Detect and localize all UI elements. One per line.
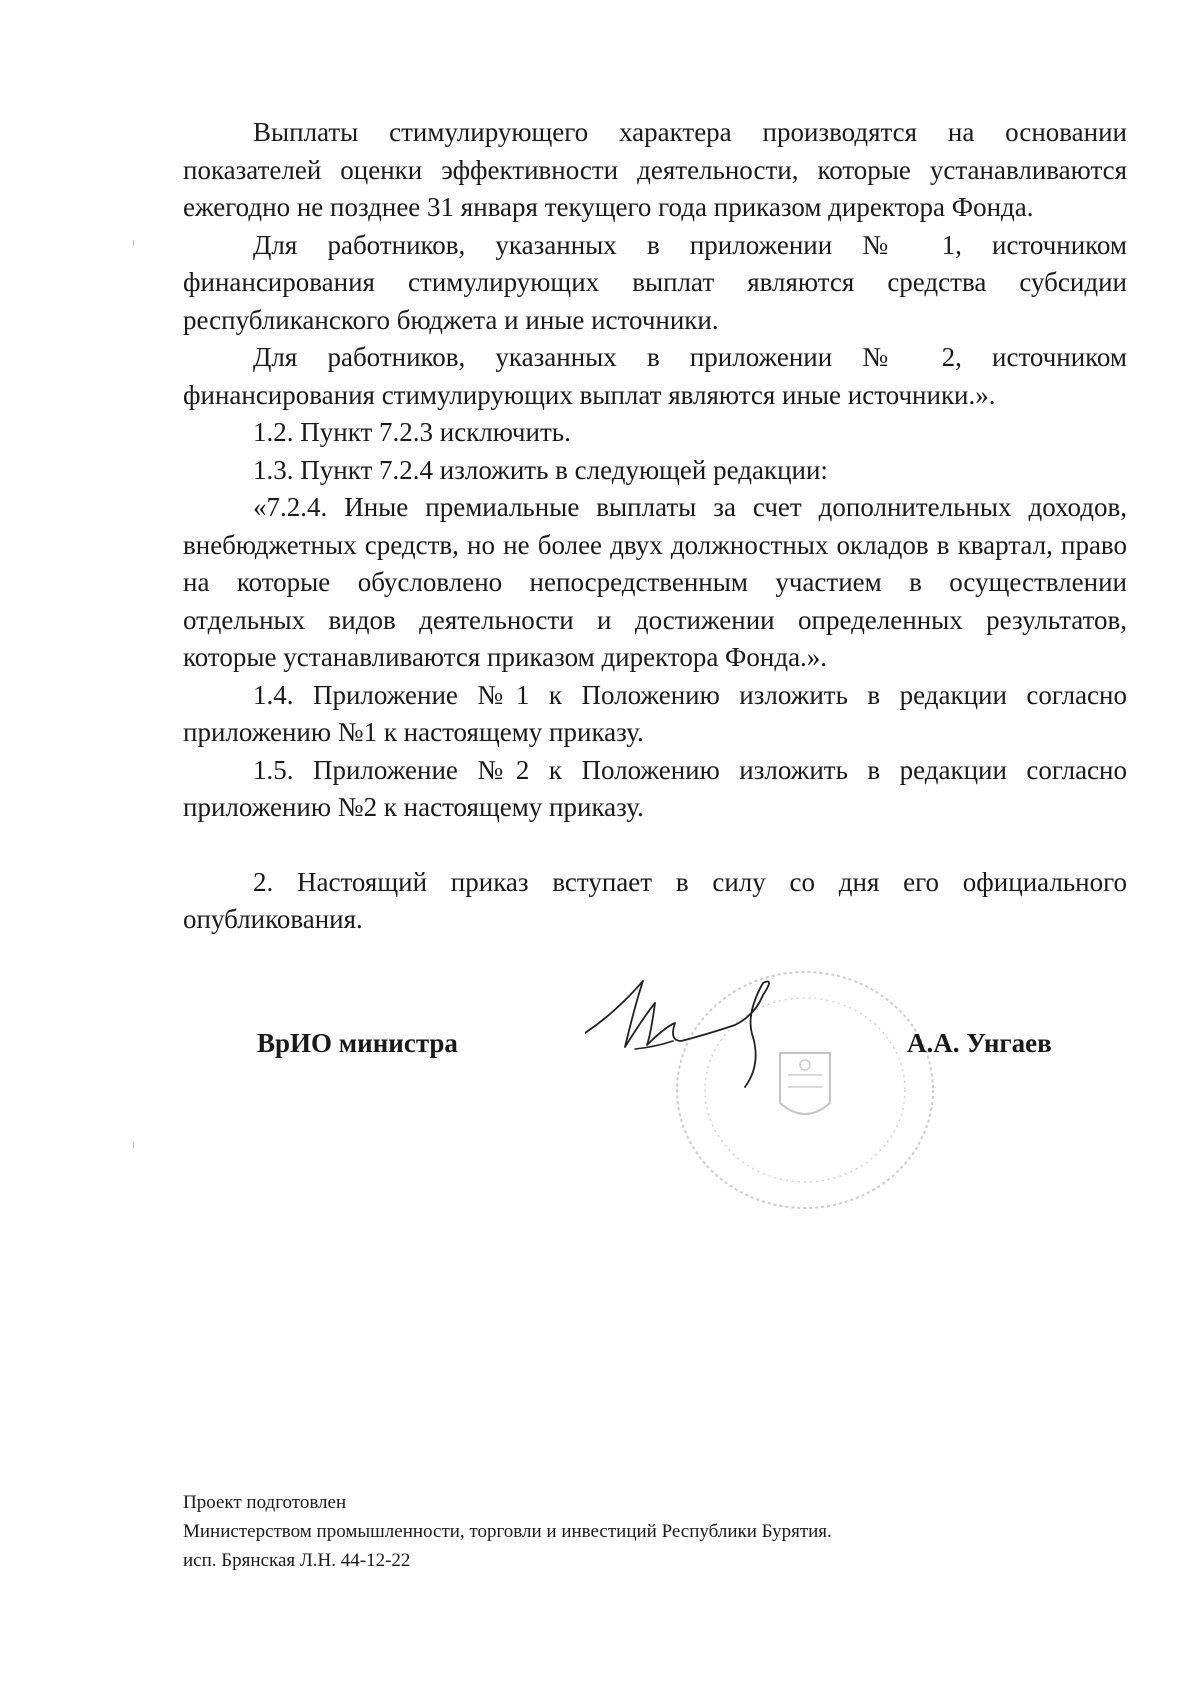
margin-mark — [133, 1142, 134, 1148]
paragraph: 1.2. Пункт 7.2.3 исключить. — [253, 417, 571, 447]
paragraph: Выплаты стимулирующего характера производятся на основании показателей оценки эффективности деятельности, которые устанавливаются ежегодно не позднее 31 января текущего года приказом директора Фонда. — [183, 117, 1127, 222]
document-body — [183, 114, 1127, 939]
paragraph: Для работников, указанных в приложении № 1, источником финансирования стимулирующих выплат являются средства субсидии республиканского бюджета и иные источники. — [183, 229, 1127, 335]
paragraph: Для работников, указанных в приложении № 2, источником финансирования стимулирующих выплат являются иные источники.». — [183, 342, 1127, 410]
paragraph: 1.3. Пункт 7.2.4 изложить в следующей редакции: — [253, 454, 828, 485]
footer-line: исп. Брянская Л.Н. 44-12-22 — [183, 1550, 411, 1571]
document-footer — [183, 1488, 832, 1575]
footer-line: Проект подготовлен — [183, 1492, 347, 1513]
signatory-name: А.А. Унгаев — [907, 1028, 1052, 1058]
signatory-title: ВрИО министра — [257, 1028, 458, 1058]
paragraph: «7.2.4. Иные премиальные выплаты за счет дополнительных доходов, внебюджетных средств, но не более двух должностных окладов в квартал, право на которые обусловлено непосредственным участием в осуществлении отдельных видов деятельности и достижении определенных результатов, которые устанавливаются приказом директора Фонда.». — [183, 492, 1127, 672]
handwritten-signature-icon — [585, 975, 805, 1095]
paragraph: 1.4. Приложение №1 к Положению изложить в редакции согласно приложению №1 к настоящему приказу. — [183, 679, 1127, 747]
margin-mark — [133, 240, 134, 246]
footer-line: Министерством промышленности, торговли и инвестиций Республики Бурятия. — [183, 1521, 832, 1542]
paragraph: 1.5. Приложение №2 к Положению изложить в редакции согласно приложению №2 к настоящему приказу. — [183, 754, 1127, 822]
paragraph: 2. Настоящий приказ вступает в силу со дня его официального опубликования. — [183, 866, 1127, 934]
